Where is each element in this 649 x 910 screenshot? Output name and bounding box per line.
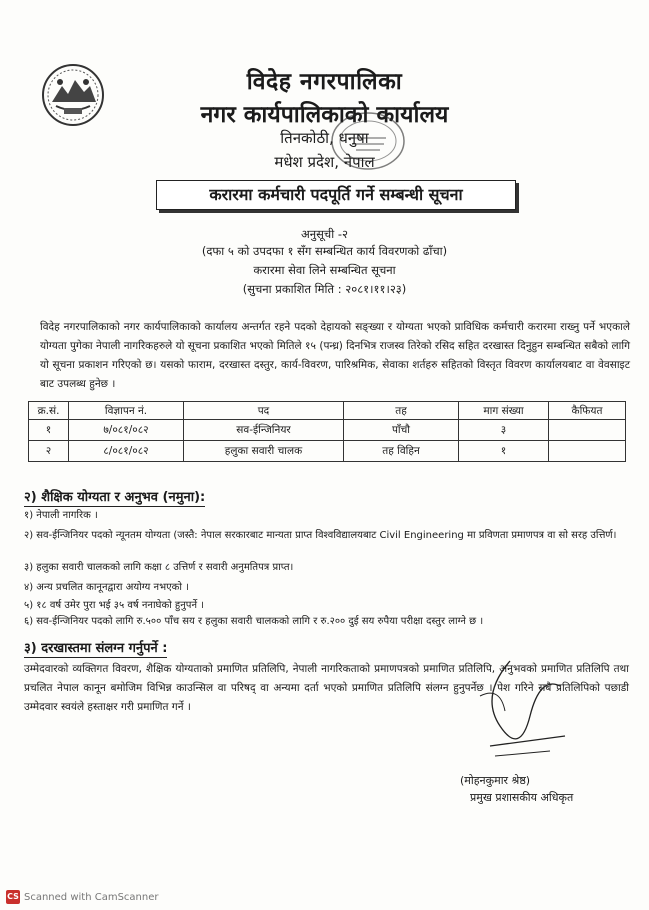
camscanner-icon: CS <box>6 890 20 904</box>
cell-ad-number: ८/०८१/०८२ <box>69 441 184 462</box>
annex-label: अनुसूची -२ <box>300 227 348 241</box>
cell-serial: १ <box>29 420 69 441</box>
camscanner-watermark <box>6 890 159 904</box>
province-country: मधेश प्रदेश, नेपाल <box>274 153 375 171</box>
col-remarks: कैफियत <box>549 402 626 420</box>
cell-demand-count: १ <box>459 441 549 462</box>
section-qualification-heading <box>24 487 205 505</box>
cell-remarks <box>549 441 626 462</box>
signatory-designation: प्रमुख प्रशासकीय अधिकृत <box>470 791 574 804</box>
camscanner-text: Scanned with CamScanner <box>24 891 159 903</box>
cell-post: सव-ईन्जिनियर <box>184 420 344 441</box>
section-attachments-heading <box>24 638 167 656</box>
intro-paragraph: विदेह नगरपालिकाको नगर कार्यपालिकाको कार्यालय अन्तर्गत रहने पदको देहायको सङ्ख्या र योग्यता भएको प्राविधिक कर्मचारी करारमा राख्नु पर्ने भएकाले योग्यता पुगेका नेपाली नागरिकहरुले यो सूचना प्रकाशित भएको मितिले १५ (पन्ध्र) दिनभित्र राजस्व तिरेको रसिद सहित दरखास्त दिनुहुन सम्बन्धित सबैको लागि यो सूचना प्रकाशन गरिएको छ। यसको फाराम, दरखास्त दस्तुर, कार्य-विवरण, पारिश्रमिक, सेवाका शर्तहरु सहितको विस्तृत विवरण कार्यालयबाट वा वेवसाइट बाट उपलब्ध हुनेछ । <box>40 321 630 390</box>
table-row <box>29 420 626 441</box>
office-stamp-icon <box>328 108 408 174</box>
col-ad-number: विज्ञापन नं. <box>69 402 184 420</box>
section-attachments-title: ३) दरखास्तमा संलग्न गर्नुपर्ने : <box>24 641 168 656</box>
qualification-item: ३) हलुका सवारी चालकको लागि कक्षा ८ उत्तिर्ण र सवारी अनुमतिपत्र प्राप्त। <box>24 562 294 573</box>
col-demand-count: माग संख्या <box>459 402 549 420</box>
municipality-name: विदेह नगरपालिका <box>246 69 403 95</box>
published-date: (सुचना प्रकाशित मिति : २०८१।११।२३) <box>242 282 407 296</box>
cell-serial: २ <box>29 441 69 462</box>
qualification-item: ६) सव-ईन्जिनियर पदको लागि रु.५०० पाँच सय र हलुका सवारी चालकको लागि र रु.२०० दुई सय रुपैया परीक्षा दस्तुर लाग्ने छ । <box>24 616 484 627</box>
cell-level: पाँचौ <box>344 420 459 441</box>
cell-remarks <box>549 420 626 441</box>
signature-scribble-icon <box>470 656 580 776</box>
clause-label: (दफा ५ को उपदफा १ सँग सम्बन्धित कार्य विवरणको ढाँचा) <box>201 244 448 258</box>
col-post: पद <box>184 402 344 420</box>
vacancy-table <box>28 401 626 462</box>
office-name: नगर कार्यपालिकाको कार्यालय <box>200 102 449 128</box>
attachments-paragraph: उम्मेदवारको व्यक्तिगत विवरण, शैक्षिक योग्यताको प्रमाणित प्रतिलिपि, नेपाली नागरिकताको प्रमाणपत्रको प्रमाणित प्रतिलिपि, अनुभवको प्रमाणित प्रतिलिपि तथा प्रचलित नेपाल कानून बमोजिम विभिन्न काउन्सिल वा परिषद् वा अन्यमा दर्ता भएको प्रमाणित प्रतिलिपि संलग्न हुनुपर्नेछ । पेश गरिने सबै प्रतिलिपिको पछाडी उम्मेदवार स्वयंले हस्ताक्षर गरी प्रमाणित गर्ने । <box>24 663 629 713</box>
col-serial: क्र.सं. <box>29 402 69 420</box>
col-level: तह <box>344 402 459 420</box>
qualification-item: १) नेपाली नागरिक । <box>24 510 98 521</box>
table-row <box>29 441 626 462</box>
cell-level: तह विहिन <box>344 441 459 462</box>
cell-ad-number: ७/०८१/०८२ <box>69 420 184 441</box>
cell-demand-count: ३ <box>459 420 549 441</box>
table-header-row <box>29 402 626 420</box>
cell-post: हलुका सवारी चालक <box>184 441 344 462</box>
office-location: तिनकोठी, धनुषा <box>280 129 369 147</box>
qualification-item: ५) १८ वर्ष उमेर पुरा भई ३५ वर्ष ननाघेको हुनुपर्ने । <box>24 600 204 611</box>
signatory-name: (मोहनकुमार श्रेष्ठ) <box>460 774 531 787</box>
qualification-item: २) सव-ईन्जिनियर पदको न्यूनतम योग्यता (जस्तै: नेपाल सरकारबाट मान्यता प्राप्त विश्वविद्यालयबाट Civil Engineering मा प्रविणता प्रमाणपत्र वा सो सरह उत्तिर्ण। <box>24 530 617 541</box>
section-qualification-title: २) शैक्षिक योग्यता र अनुभव (नमुना): <box>24 490 206 505</box>
info-label: करारमा सेवा लिने सम्बन्धित सूचना <box>253 263 396 277</box>
qualification-item: ४) अन्य प्रचलित कानूनद्वारा अयोग्य नभएको । <box>24 582 189 593</box>
notice-title: करारमा कर्मचारी पदपूर्ति गर्ने सम्बन्धी सूचना <box>156 180 516 210</box>
